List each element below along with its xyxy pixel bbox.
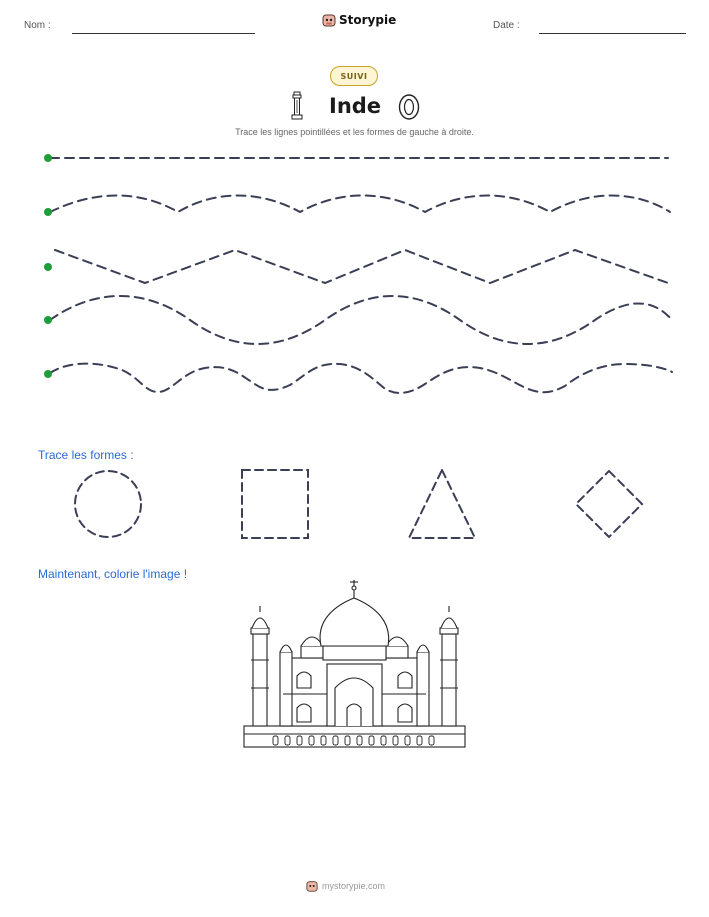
trace-circle-shape xyxy=(75,471,141,537)
page-title: Inde xyxy=(329,94,382,118)
coloring-label: Maintenant, colorie l'image ! xyxy=(38,567,188,581)
start-dot-2 xyxy=(44,208,52,216)
mascot-icon xyxy=(306,880,318,892)
start-dot-3 xyxy=(44,263,52,271)
shapes-label: Trace les formes : xyxy=(38,448,134,462)
instruction-text: Trace les lignes pointillées et les formes de gauche à droite. xyxy=(235,127,474,137)
trace-triangle-shape xyxy=(409,470,475,538)
start-dot-4 xyxy=(44,316,52,324)
taj-mahal-coloring-picture[interactable] xyxy=(243,576,466,752)
trace-square-shape xyxy=(242,470,308,538)
brand-name: Storypie xyxy=(339,13,397,27)
trace-line-wave xyxy=(50,296,672,344)
trace-line-zigzag xyxy=(55,250,668,283)
tracing-lines[interactable] xyxy=(0,0,709,420)
name-label: Nom : xyxy=(24,20,51,31)
tracing-shapes[interactable] xyxy=(0,460,709,550)
level-badge: SUIVI xyxy=(330,66,378,86)
trace-line-gentle-wave xyxy=(50,196,670,213)
start-dot-1 xyxy=(44,154,52,162)
trace-line-bumpy-wave xyxy=(50,364,672,393)
footer-brand xyxy=(306,880,385,892)
trace-diamond-shape xyxy=(576,471,642,537)
date-label: Date : xyxy=(493,20,520,31)
footer-url[interactable]: mystorypie.com xyxy=(322,881,386,891)
start-dot-5 xyxy=(44,370,52,378)
